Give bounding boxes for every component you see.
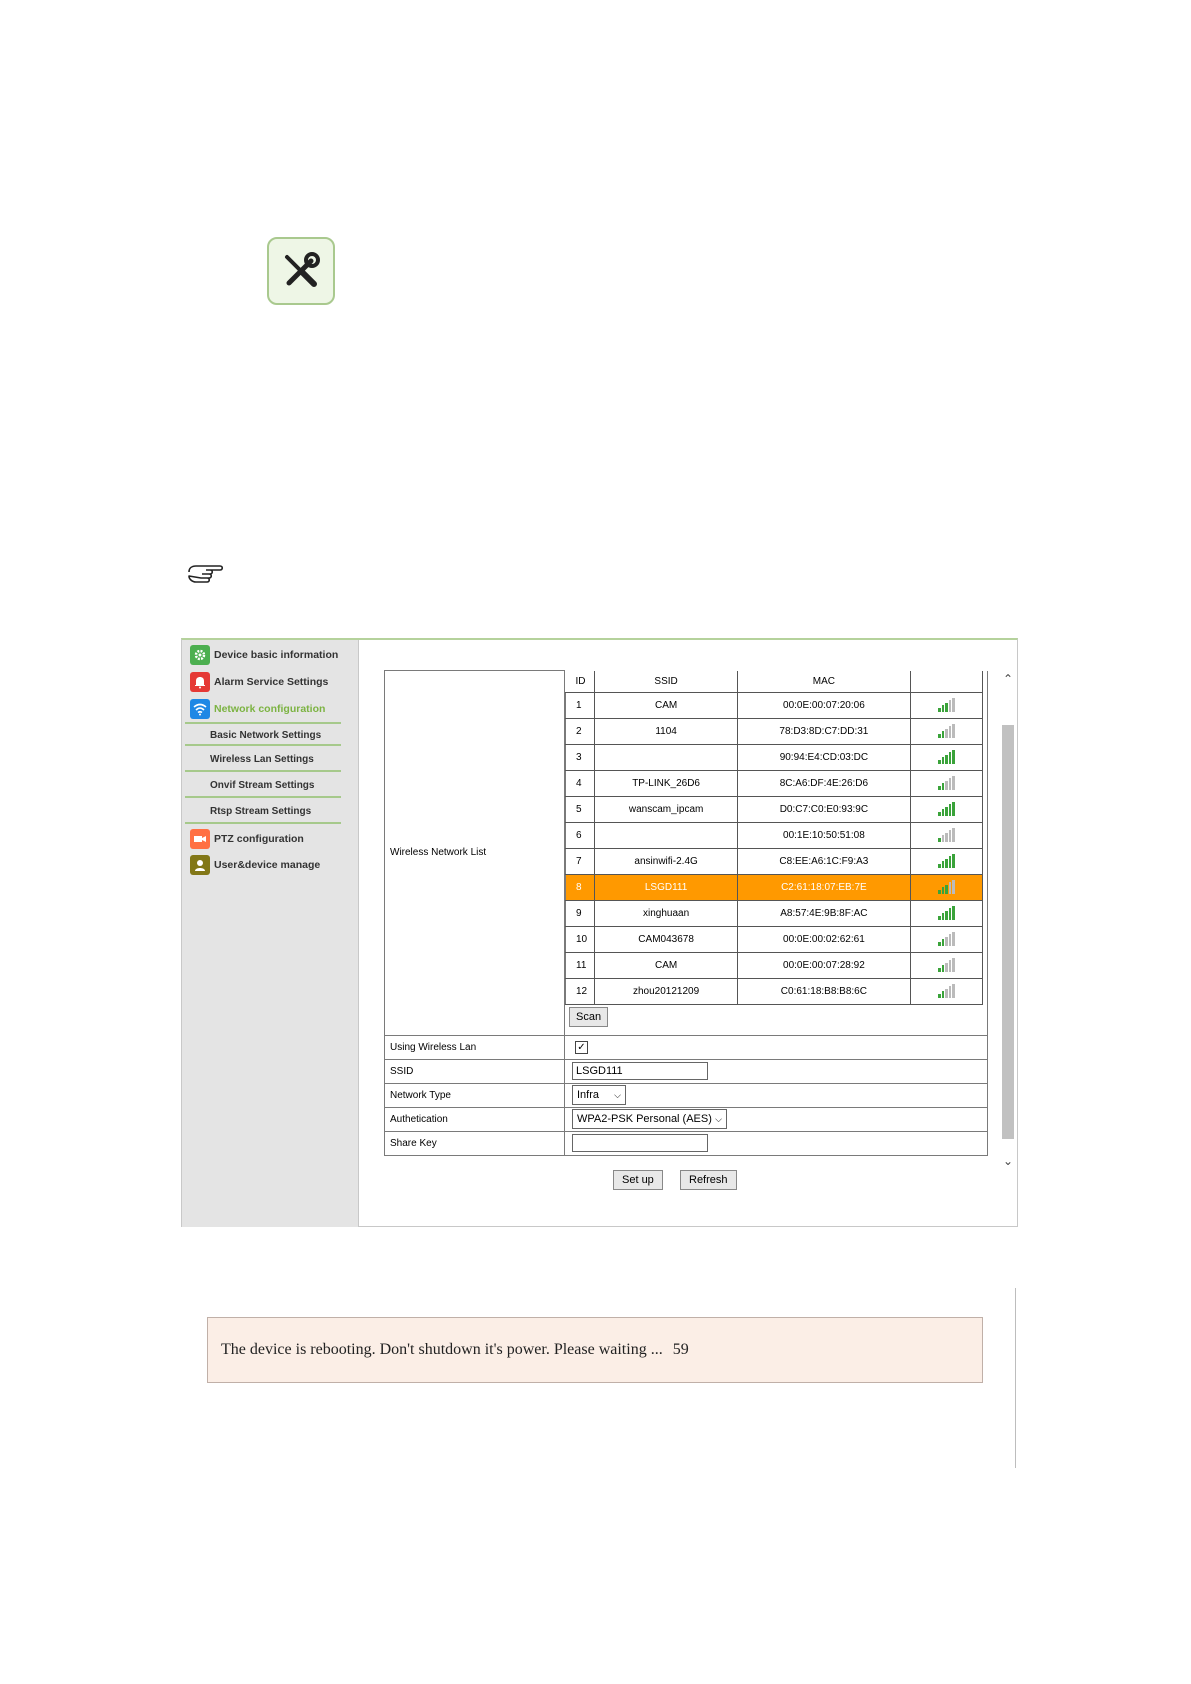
signal-strength-icon — [910, 900, 983, 926]
signal-strength-icon — [910, 926, 983, 952]
network-ssid: ansinwifi-2.4G — [594, 848, 737, 874]
network-ssid: 1104 — [594, 718, 737, 744]
network-id: 11 — [566, 952, 595, 978]
sidebar-item-ptz[interactable] — [190, 827, 304, 851]
network-mac: A8:57:4E:9B:8F:AC — [738, 900, 910, 926]
network-type-value: Infra — [577, 1089, 600, 1101]
network-mac: C8:EE:A6:1C:F9:A3 — [738, 848, 910, 874]
network-ssid: LSGD111 — [594, 874, 737, 900]
network-mac: 8C:A6:DF:4E:26:D6 — [738, 770, 910, 796]
wifi-icon — [190, 699, 210, 719]
column-header-id: ID — [566, 671, 595, 693]
signal-strength-icon — [910, 822, 983, 848]
wireless-network-table — [565, 671, 983, 1005]
network-type-select[interactable] — [572, 1085, 626, 1105]
reboot-countdown: 59 — [672, 1341, 689, 1358]
user-icon — [190, 855, 210, 875]
network-mac: 90:94:E4:CD:03:DC — [738, 744, 910, 770]
network-ssid — [594, 744, 737, 770]
network-ssid: CAM — [594, 952, 737, 978]
authentication-select[interactable] — [572, 1109, 727, 1129]
column-header-mac: MAC — [738, 671, 910, 693]
sidebar-subitem-rtsp[interactable]: Rtsp Stream Settings — [185, 800, 341, 824]
network-row[interactable] — [566, 874, 983, 900]
signal-strength-icon — [910, 874, 983, 900]
sidebar-item-label: PTZ configuration — [214, 833, 304, 845]
sidebar-item-network[interactable] — [190, 697, 325, 721]
pointing-hand-icon — [186, 560, 226, 590]
sidebar-item-label: User&device manage — [214, 859, 321, 871]
network-row[interactable] — [566, 796, 983, 822]
authentication-label: Authetication — [385, 1107, 565, 1131]
network-row[interactable] — [566, 952, 983, 978]
sidebar-item-label: Network configuration — [214, 703, 326, 715]
network-mac: 00:1E:10:50:51:08 — [738, 822, 910, 848]
network-mac: D0:C7:C0:E0:93:9C — [738, 796, 910, 822]
sidebar-item-label: Alarm Service Settings — [214, 676, 329, 688]
bell-icon — [190, 672, 210, 692]
network-id: 8 — [566, 874, 595, 900]
network-id: 4 — [566, 770, 595, 796]
network-ssid: zhou20121209 — [594, 978, 737, 1004]
network-mac: 00:0E:00:02:62:61 — [738, 926, 910, 952]
network-id: 6 — [566, 822, 595, 848]
sidebar-item-label: Device basic information — [214, 649, 339, 661]
chevron-down-icon: ⌵ — [715, 1113, 722, 1124]
network-mac: 78:D3:8D:C7:DD:31 — [738, 718, 910, 744]
network-id: 9 — [566, 900, 595, 926]
setup-button[interactable]: Set up — [613, 1170, 663, 1190]
signal-strength-icon — [910, 796, 983, 822]
network-mac: C0:61:18:B8:B8:6C — [738, 978, 910, 1004]
network-ssid: wanscam_ipcam — [594, 796, 737, 822]
divider — [1015, 1288, 1016, 1468]
vertical-scrollbar[interactable] — [999, 670, 1016, 1188]
camera-icon — [190, 829, 210, 849]
column-header-ssid: SSID — [594, 671, 737, 693]
network-id: 2 — [566, 718, 595, 744]
network-id: 3 — [566, 744, 595, 770]
authentication-value: WPA2-PSK Personal (AES) — [577, 1113, 712, 1125]
network-row[interactable] — [566, 744, 983, 770]
network-ssid: CAM043678 — [594, 926, 737, 952]
network-type-label: Network Type — [385, 1083, 565, 1107]
signal-strength-icon — [910, 770, 983, 796]
network-mac: 00:0E:00:07:28:92 — [738, 952, 910, 978]
sidebar-subitem-basic-network[interactable]: Basic Network Settings — [185, 722, 341, 746]
sidebar-subitem-onvif[interactable]: Onvif Stream Settings — [185, 774, 341, 798]
signal-strength-icon — [910, 848, 983, 874]
sidebar-item-user-device[interactable] — [190, 853, 320, 877]
chevron-down-icon: ⌵ — [614, 1089, 621, 1100]
scrollbar-thumb[interactable] — [1002, 725, 1014, 1139]
network-ssid: TP-LINK_26D6 — [594, 770, 737, 796]
network-id: 10 — [566, 926, 595, 952]
network-row[interactable] — [566, 848, 983, 874]
signal-strength-icon — [910, 692, 983, 718]
network-ssid: CAM — [594, 692, 737, 718]
sidebar-subitem-wireless-lan[interactable]: Wireless Lan Settings — [185, 748, 341, 772]
network-row[interactable] — [566, 718, 983, 744]
ssid-label: SSID — [385, 1059, 565, 1083]
using-wireless-label: Using Wireless Lan — [385, 1035, 565, 1059]
using-wireless-checkbox[interactable] — [575, 1041, 588, 1054]
network-id: 7 — [566, 848, 595, 874]
wrench-screwdriver-icon — [267, 237, 335, 305]
share-key-label: Share Key — [385, 1131, 565, 1155]
scan-button[interactable]: Scan — [569, 1007, 608, 1027]
scroll-down-icon[interactable]: ⌄ — [1002, 1154, 1014, 1168]
signal-strength-icon — [910, 978, 983, 1004]
sidebar-item-device-info[interactable] — [190, 643, 338, 667]
wireless-settings-panel — [359, 640, 1017, 1227]
sidebar-item-alarm[interactable] — [190, 670, 328, 694]
network-mac: 00:0E:00:07:20:06 — [738, 692, 910, 718]
network-row[interactable] — [566, 926, 983, 952]
network-row[interactable] — [566, 770, 983, 796]
wireless-settings-form — [384, 670, 988, 1156]
network-id: 12 — [566, 978, 595, 1004]
sidebar — [182, 640, 359, 1227]
ssid-input[interactable] — [572, 1062, 708, 1080]
network-mac: C2:61:18:07:EB:7E — [738, 874, 910, 900]
network-row[interactable] — [566, 822, 983, 848]
network-ssid — [594, 822, 737, 848]
network-id: 5 — [566, 796, 595, 822]
refresh-button[interactable]: Refresh — [680, 1170, 737, 1190]
network-row[interactable] — [566, 692, 983, 718]
network-row[interactable] — [566, 900, 983, 926]
gear-icon — [190, 645, 210, 665]
signal-strength-icon — [910, 744, 983, 770]
network-id: 1 — [566, 692, 595, 718]
network-row[interactable] — [566, 978, 983, 1004]
camera-settings-window — [181, 638, 1018, 1227]
signal-strength-icon — [910, 952, 983, 978]
column-header-signal — [910, 671, 983, 693]
network-ssid: xinghuaan — [594, 900, 737, 926]
wireless-list-label: Wireless Network List — [385, 671, 565, 1036]
check-icon: ✓ — [577, 1041, 586, 1053]
scroll-up-icon[interactable]: ⌃ — [1002, 672, 1014, 686]
signal-strength-icon — [910, 718, 983, 744]
reboot-message: The device is rebooting. Don't shutdown it's power. Please waiting ... — [221, 1341, 663, 1358]
share-key-input[interactable] — [572, 1134, 708, 1152]
reboot-status-banner — [207, 1317, 983, 1383]
